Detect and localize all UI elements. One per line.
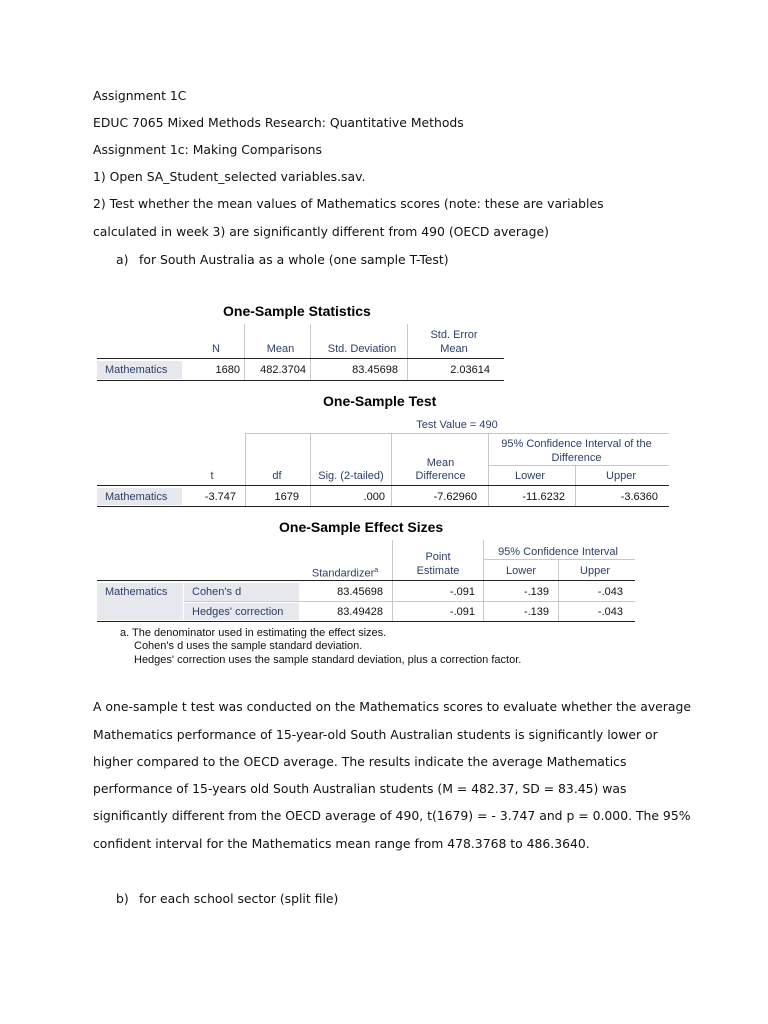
test-ci-header-line1: 95% Confidence Interval of the [501,438,652,450]
effect-cell-standardizer: 83.49428 [337,606,383,618]
effect-cell-standardizer: 83.45698 [337,586,383,598]
list-item-b-label: b) [116,891,129,906]
list-item-a-text: for South Australia as a whole (one sample T-Test) [139,252,449,267]
step-2-line-1: 2) Test whether the mean values of Mathematics scores (note: these are variables [93,196,604,211]
list-item-b [116,891,338,907]
test-header-rule [97,485,669,486]
effect-footnote-1: a. The denominator used in estimating the effect sizes. [120,627,387,639]
effect-table-title: One-Sample Effect Sizes [279,519,444,535]
effect-cell-upper: -.043 [597,606,623,618]
step-1: 1) Open SA_Student_selected variables.sav. [93,169,366,184]
stats-cell-mean: 482.3704 [260,364,306,376]
test-header-sig: Sig. (2-tailed) [318,470,384,482]
stats-header-sd: Std. Deviation [327,343,397,355]
assignment-heading: Assignment 1C [93,88,187,103]
stats-header-se-line1: Std. Error [430,329,478,341]
test-header-md-line2: Difference [415,470,466,482]
interpretation-line: A one-sample t test was conducted on the Mathematics scores to evaluate whether the average [93,699,691,714]
test-cell-sig: .000 [363,491,385,503]
test-header-lower: Lower [515,470,545,482]
test-cell-lower: -11.6232 [522,491,565,503]
effect-header-ci: 95% Confidence Interval [498,546,618,558]
effect-header-upper: Upper [580,565,610,577]
test-header-md-line1: Mean [426,457,455,469]
effect-header-lower: Lower [506,565,536,577]
effect-header-rule [97,580,635,581]
test-cell-df: 1679 [274,491,299,503]
stats-header-n: N [212,343,220,355]
stats-cell-sd: 83.45698 [352,364,398,376]
effect-header-superscript: a [374,567,379,574]
interpretation-line: significantly different from the OECD average of 490, t(1679) = - 3.747 and p = 0.000. The 95% [93,808,691,823]
list-item-b-text: for each school sector (split file) [139,891,339,906]
assignment-subtitle: Assignment 1c: Making Comparisons [93,142,322,157]
stats-header-mean: Mean [266,343,295,355]
effect-cell-estimate: -.091 [449,606,475,618]
test-value-header: Test Value = 490 [416,419,498,431]
interpretation-line: confident interval for the Mathematics mean range from 478.3768 to 486.3640. [93,836,590,851]
test-header-upper: Upper [606,470,636,482]
effect-row-label-hedges: Hedges' correction [184,603,299,620]
effect-header-standardizer-text: Standardizer [311,567,375,580]
list-item-a [116,252,449,268]
stats-header-se-line2: Mean [440,343,468,355]
test-row-label: Mathematics [97,488,182,505]
test-cell-upper: -3.6360 [620,491,658,503]
stats-table-title: One-Sample Statistics [223,303,371,319]
interpretation-line: higher compared to the OECD average. The results indicate the average Mathematics [93,754,627,769]
effect-bottom-rule [97,621,635,622]
effect-footnote-2: Cohen's d uses the sample standard deviation. [134,640,363,652]
test-value-rule [245,433,669,434]
effect-ci-rule [484,559,635,560]
effect-cell-estimate: -.091 [449,586,475,598]
stats-bottom-rule [97,380,504,381]
test-header-df: df [272,470,282,482]
test-cell-t: -3.747 [204,491,236,503]
interpretation-line: Mathematics performance of 15-year-old South Australian students is significantly lower or [93,727,658,742]
interpretation-line: performance of 15-years old South Australian students (M = 482.37, SD = 83.45) was [93,781,627,796]
effect-row-label-cohens-d: Cohen's d [184,583,299,601]
effect-cell-lower: -.139 [523,586,549,598]
list-item-a-label: a) [116,252,129,267]
step-2-line-2: calculated in week 3) are significantly different from 490 (OECD average) [93,224,549,239]
effect-cell-upper: -.043 [597,586,623,598]
stats-row-label: Mathematics [97,361,182,379]
stats-cell-se: 2.03614 [450,364,490,376]
effect-cell-lower: -.139 [523,606,549,618]
course-title: EDUC 7065 Mixed Methods Research: Quantitative Methods [93,115,464,130]
effect-header-pe-line1: Point [425,551,451,563]
effect-header-standardizer [299,564,391,581]
effect-header-pe-line2: Estimate [416,565,460,577]
test-header-t: t [210,470,214,482]
effect-footnote-3: Hedges' correction uses the sample standard deviation, plus a correction factor. [134,654,522,666]
test-cell-md: -7.62960 [433,491,477,503]
stats-header-rule [97,358,504,359]
test-table-title: One-Sample Test [323,393,437,409]
test-ci-header-line2: Difference [551,452,602,464]
effect-row-group-label: Mathematics [97,583,183,620]
test-ci-rule [489,465,669,466]
effect-row-divider [184,601,635,602]
stats-cell-n: 1680 [215,364,240,376]
test-bottom-rule [97,506,669,507]
